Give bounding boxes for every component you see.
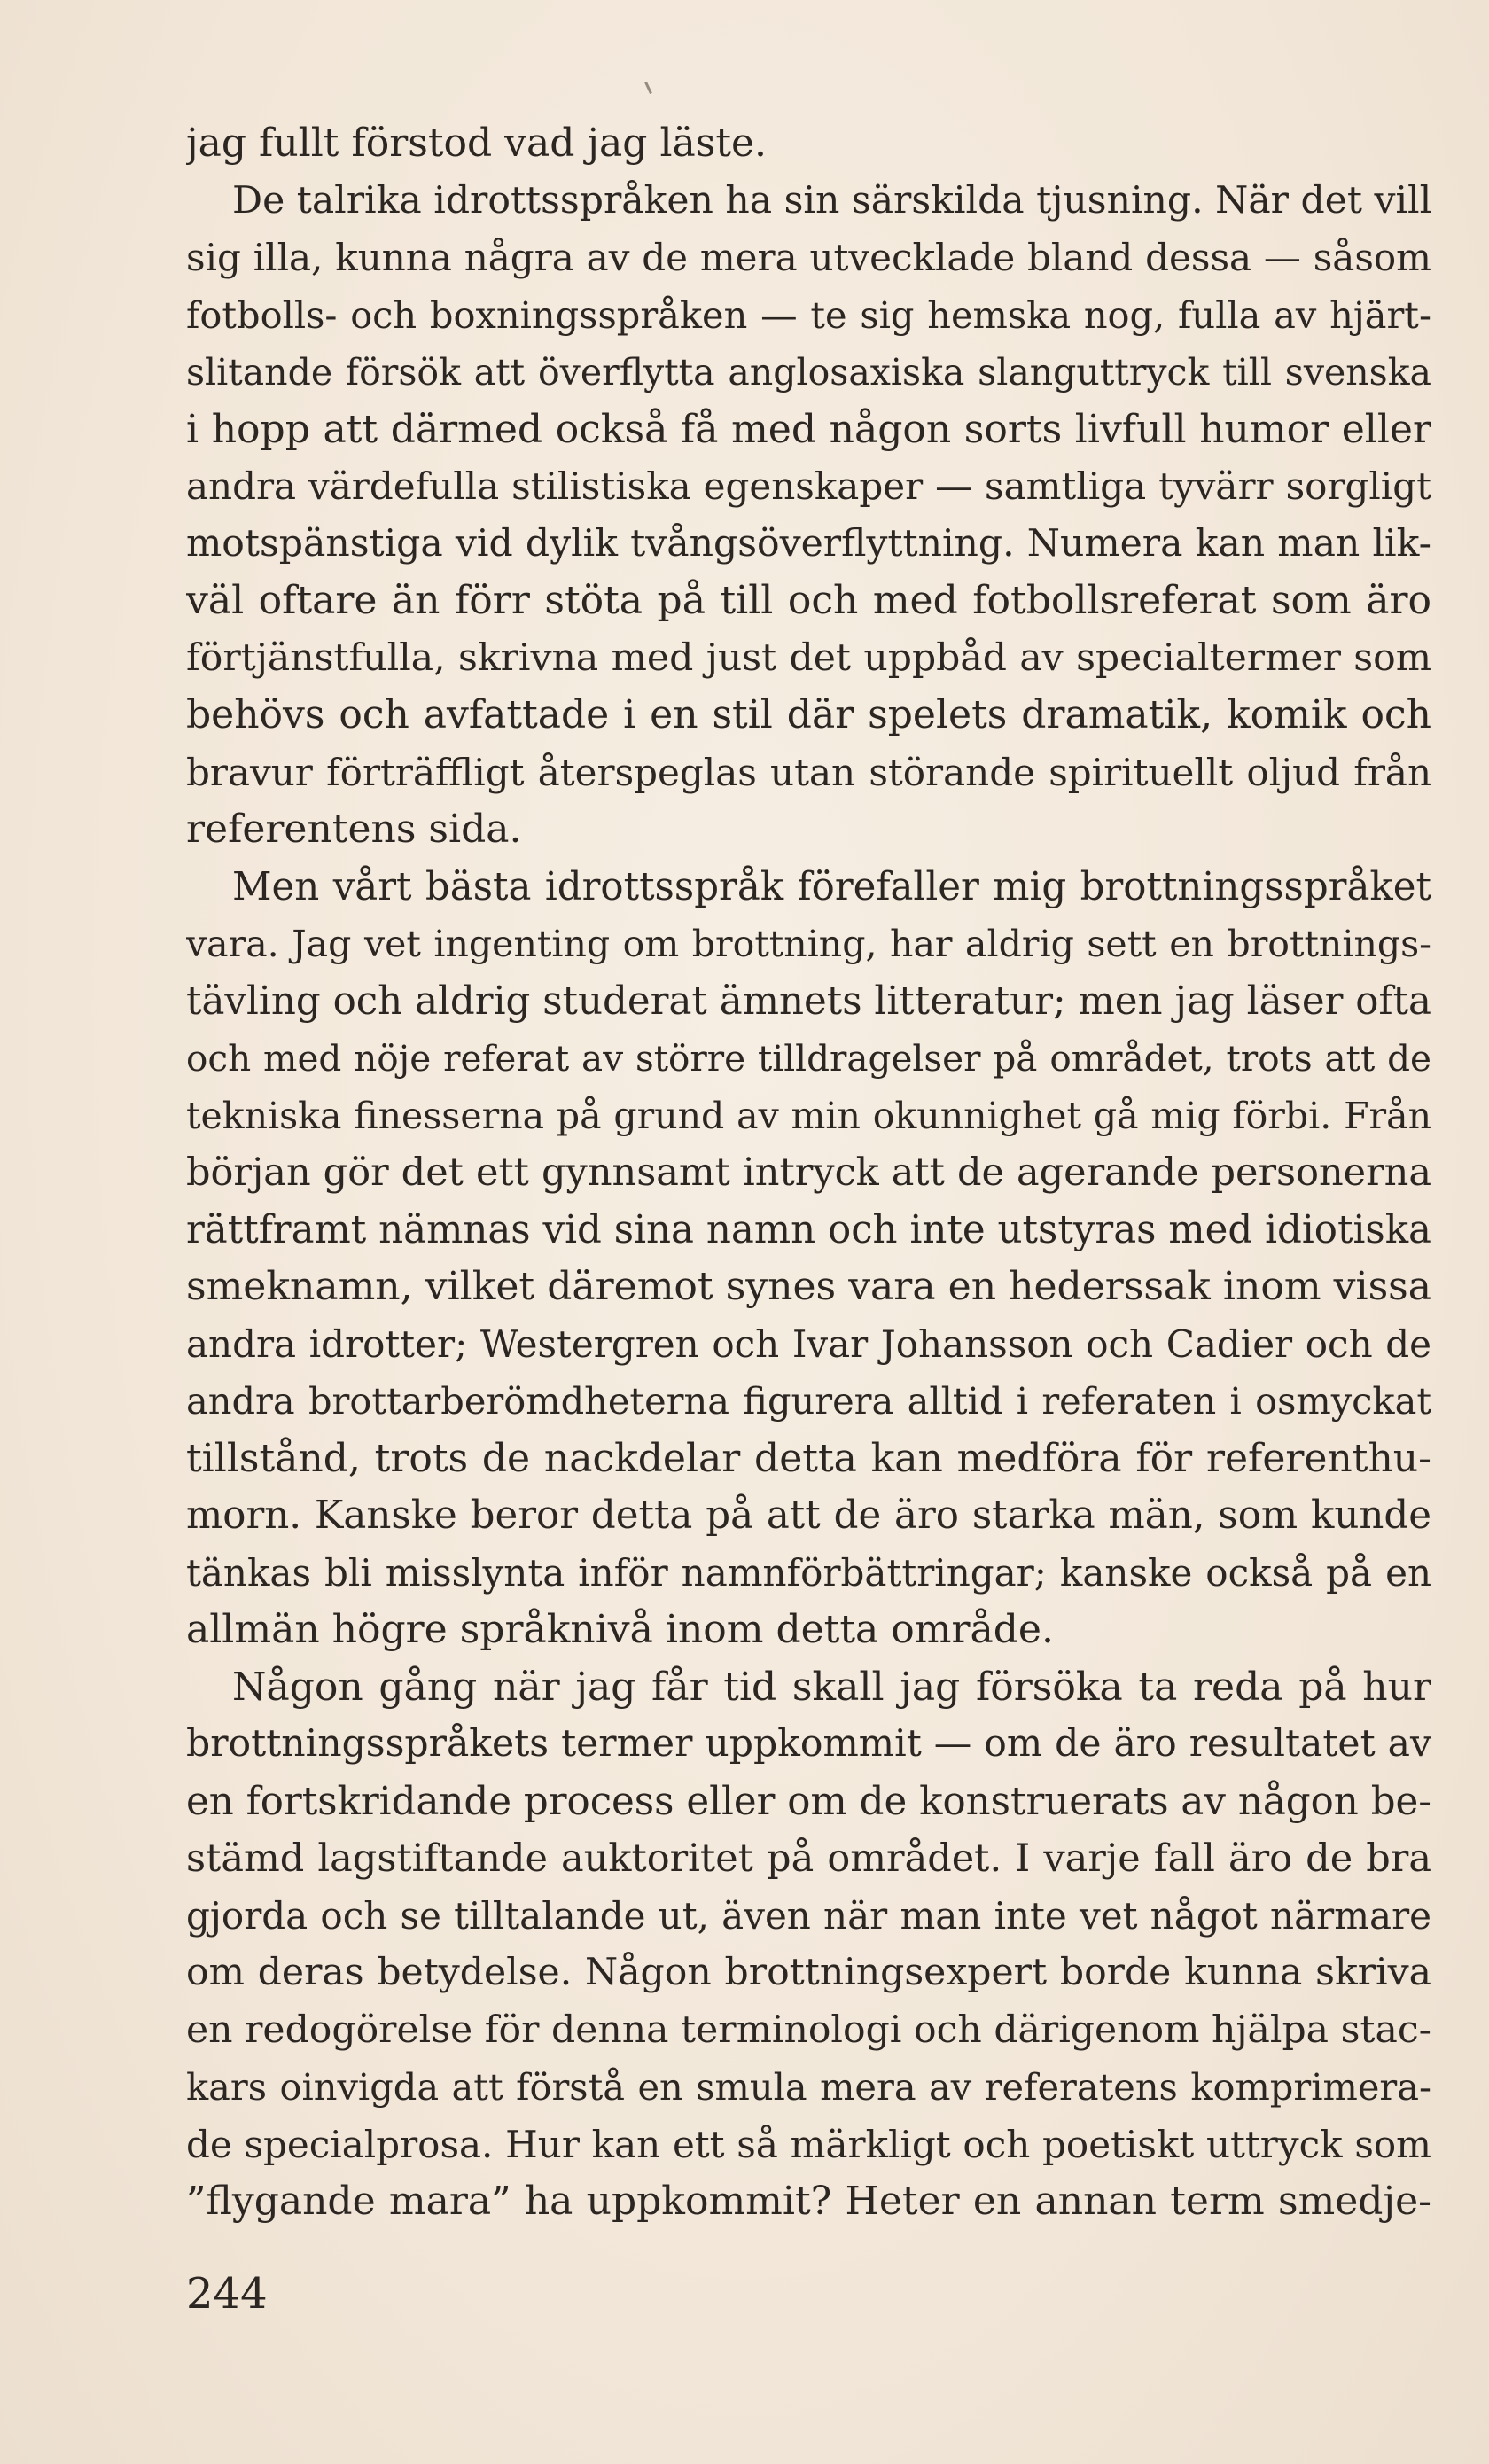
text-line: rättframt nämnas vid sina namn och inte utstyras med idiotiska (186, 1207, 1431, 1252)
text-line: väl oftare än förr stöta på till och med fotbollsreferat som äro (186, 578, 1431, 623)
text-line: gjorda och se tilltalande ut, även när man inte vet något närmare (186, 1893, 1431, 1938)
text-line: och med nöje referat av större tilldragelser på området, trots att de (186, 1037, 1431, 1080)
text-line: i hopp att därmed också få med någon sorts livfull humor eller (186, 406, 1431, 452)
text-line: en fortskridande process eller om de konstruerats av någon be- (186, 1779, 1431, 1824)
text-line: jag fullt förstod vad jag läste. (186, 121, 768, 166)
text-line: ”flygande mara” ha uppkommit? Heter en annan term smedje- (186, 2179, 1431, 2224)
text-line: slitande försök att överflytta anglosaxiska slanguttryck till svenska (186, 351, 1431, 394)
text-line: sig illa, kunna några av de mera utvecklade bland dessa — såsom (186, 236, 1431, 279)
page-number: 244 (186, 2269, 268, 2319)
text-line: behövs och avfattade i en stil där spelets dramatik, komik och (186, 692, 1431, 737)
text-line: allmän högre språknivå inom detta område. (186, 1607, 1054, 1652)
text-line: om deras betydelse. Någon brottningsexpert borde kunna skriva (186, 1951, 1431, 1994)
text-line: början gör det ett gynnsamt intryck att de agerande personerna (186, 1150, 1431, 1195)
text-line: kars oinvigda att förstå en smula mera av referatens komprimera- (186, 2065, 1431, 2109)
text-line: tänkas bli misslynta inför namnförbättringar; kanske också på en (186, 1550, 1431, 1595)
text-line: tekniska finesserna på grund av min okunnighet gå mig förbi. Från (186, 1094, 1431, 1137)
text-line: andra värdefulla stilistiska egenskaper — samtliga tyvärr sorgligt (186, 464, 1431, 508)
text-line: fotbolls- och boxningsspråken — te sig hemska nog, fulla av hjärt- (186, 292, 1431, 337)
text-line: Men vårt bästa idrottsspråk förefaller mig brottningsspråket (232, 864, 1431, 909)
text-line: brottningsspråkets termer uppkommit — om de äro resultatet av (186, 1722, 1431, 1766)
text-line: förtjänstfulla, skrivna med just det uppbåd av specialtermer som (186, 635, 1431, 680)
text-line: tävling och aldrig studerat ämnets litteratur; men jag läser ofta (186, 979, 1431, 1024)
text-line: tillstånd, trots de nackdelar detta kan medföra för referenthu- (186, 1435, 1431, 1481)
text-line: andra idrotter; Westergren och Ivar Johansson och Cadier och de (186, 1322, 1431, 1366)
text-line: vara. Jag vet ingenting om brottning, har aldrig sett en brottnings- (186, 923, 1431, 965)
text-line: De talrika idrottsspråken ha sin särskilda tjusning. När det vill (232, 178, 1431, 222)
text-line: motspänstiga vid dylik tvångsöverflyttning. Numera kan man lik- (186, 521, 1431, 565)
text-line: morn. Kanske beror detta på att de äro starka män, som kunde (186, 1493, 1431, 1538)
text-line: smeknamn, vilket däremot synes vara en hederssak inom vissa (186, 1264, 1431, 1309)
text-line: referentens sida. (186, 807, 522, 852)
text-line: Någon gång när jag får tid skall jag försöka ta reda på hur (232, 1664, 1431, 1710)
text-line: stämd lagstiftande auktoritet på området. I varje fall äro de bra (186, 1836, 1431, 1881)
paper-speck (644, 82, 652, 94)
text-line: en redogörelse för denna terminologi och därigenom hjälpa stac- (186, 2008, 1431, 2052)
text-line: de specialprosa. Hur kan ett så märkligt och poetiskt uttryck som (186, 2122, 1431, 2166)
text-line: bravur förträffligt återspeglas utan störande spirituellt oljud från (186, 750, 1431, 794)
text-line: andra brottarberömdheterna figurera alltid i referaten i osmyckat (186, 1379, 1431, 1423)
body-text (186, 115, 1431, 2231)
